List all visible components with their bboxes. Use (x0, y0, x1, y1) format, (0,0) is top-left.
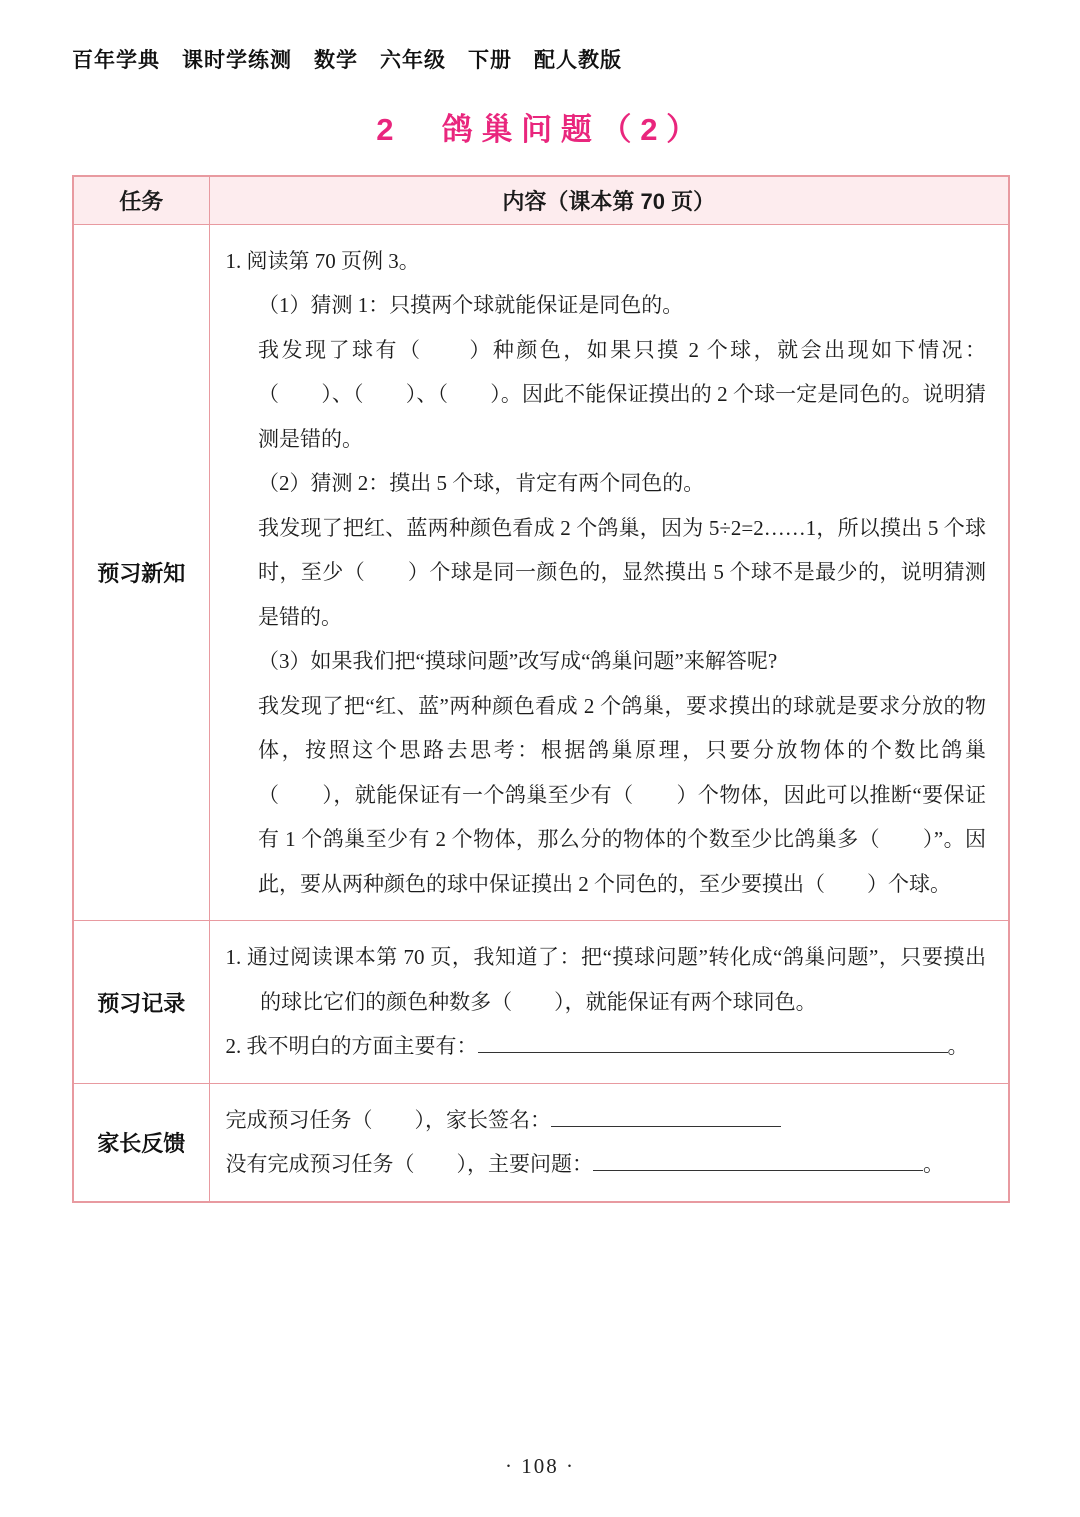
content-paragraph: 1. 通过阅读课本第 70 页，我知道了：把“摸球问题”转化成“鸽巢问题”，只要摸出的球比它们的颜色种数多（ ），就能保证有两个球同色。 (225, 945, 986, 1014)
table-row (73, 1083, 1009, 1202)
content-paragraph: 我发现了把“红、蓝”两种颜色看成 2 个鸽巢，要求摸出的球就是要求分放的物体，按照这个思路去思考：根据鸽巢原理，只要分放物体的个数比鸽巢（ ），就能保证有一个鸽巢至少有（ ）个物体，因此可以推断“要保证有 1 个鸽巢至少有 2 个物体，那么分的物体的个数至少比鸽巢多（ ）”。因此，要从两种颜色的球中保证摸出 2 个同色的，至少要摸出（ ）个球。 (258, 693, 986, 896)
column-header-content: 内容（课本第 70 页） (209, 176, 1009, 224)
row-label: 预习记录 (73, 921, 209, 1084)
row-content (209, 224, 1009, 921)
book-series-header: 百年学典 课时学练测 数学 六年级 下册 配人教版 (72, 49, 622, 72)
table-row (73, 921, 1009, 1084)
fill-in-blank-line (478, 1033, 948, 1053)
page-title: 2 鸽巢问题（2） (376, 112, 706, 147)
row-label: 家长反馈 (73, 1083, 209, 1202)
fill-in-blank-line (593, 1151, 923, 1171)
content-paragraph: 完成预习任务（ ），家长签名： (226, 1098, 987, 1143)
content-paragraph: 2. 我不明白的方面主要有： 。 (225, 1034, 969, 1059)
content-paragraph: （1）猜测 1：只摸两个球就能保证是同色的。 (258, 293, 684, 318)
content-paragraph: 1. 阅读第 70 页例 3。 (225, 248, 420, 273)
page-number: · 108 · (505, 1454, 575, 1478)
column-header-task: 任务 (73, 176, 209, 224)
table-header-row (73, 176, 1009, 224)
table-body (73, 224, 1009, 1202)
row-content (209, 921, 1009, 1084)
row-content (209, 1083, 1009, 1202)
row-label: 预习新知 (73, 224, 209, 921)
content-paragraph: （3）如果我们把“摸球问题”改写成“鸽巢问题”来解答呢? (258, 649, 778, 674)
content-paragraph: 我发现了球有（ ）种颜色，如果只摸 2 个球，就会出现如下情况：（ ）、（ ）、（ ）。因此不能保证摸出的 2 个球一定是同色的。说明猜测是错的。 (258, 337, 986, 451)
content-paragraph: 我发现了把红、蓝两种颜色看成 2 个鸽巢，因为 5÷2=2……1，所以摸出 5 个球时，至少（ ）个球是同一颜色的，显然摸出 5 个球不是最少的，说明猜测是错的。 (258, 515, 986, 629)
content-paragraph: 没有完成预习任务（ ），主要问题： 。 (225, 1152, 944, 1177)
preview-task-table (72, 175, 1010, 1203)
fill-in-blank-line (551, 1107, 781, 1127)
table-row (73, 224, 1009, 921)
content-paragraph: （2）猜测 2：摸出 5 个球，肯定有两个同色的。 (258, 471, 705, 496)
